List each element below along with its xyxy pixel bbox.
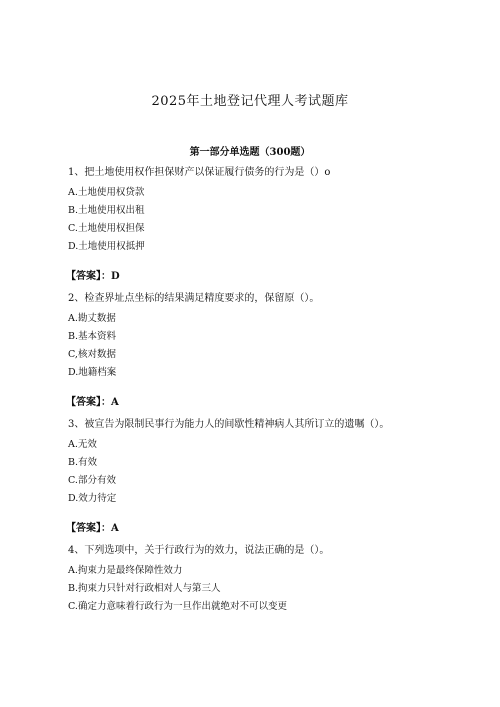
option-a: A.无效 (68, 439, 97, 450)
question-1 (68, 166, 468, 256)
option-c: C.部分有效 (68, 475, 116, 486)
option-b: B.基本资料 (68, 331, 117, 342)
option-c: C.确定力意味着行政行为一旦作出就绝对不可以变更 (68, 601, 287, 612)
question-stem: 1、把土地使用权作担保财产以保证履行债务的行为是（）o (68, 167, 331, 178)
question-stem: 4、下列选项中，关于行政行为的效力，说法正确的是（）。 (68, 545, 330, 556)
option-b: B.土地使用权出租 (68, 205, 145, 216)
section-title: 第一部分单选题（300题） (189, 147, 311, 158)
question-2 (68, 292, 468, 382)
question-stem: 2、检查界址点坐标的结果满足精度要求的，保留原（）。 (68, 293, 320, 304)
option-d: D.效力待定 (68, 493, 117, 504)
option-b: B.拘束力只针对行政相对人与第三人 (68, 583, 221, 594)
option-c: C.土地使用权担保 (68, 223, 145, 234)
question-3 (68, 418, 468, 508)
answer-2: 【答案】：A (66, 397, 119, 408)
answer-1: 【答案】：D (66, 271, 120, 282)
option-c: C,核对数据 (68, 349, 116, 360)
option-a: A.勘丈数据 (68, 313, 116, 324)
option-b: B.有效 (68, 457, 98, 468)
document-title: 2025年土地登记代理人考试题库 (151, 94, 349, 109)
question-4 (68, 544, 468, 616)
option-d: D.土地使用权抵押 (68, 241, 145, 252)
option-d: D.地籍档案 (68, 367, 117, 378)
option-a: A.拘束力是最终保障性效力 (68, 565, 183, 576)
answer-3: 【答案】：A (66, 523, 119, 534)
option-a: A.土地使用权贷款 (68, 187, 145, 198)
question-stem: 3、被宣告为限制民事行为能力人的间歇性精神病人其所订立的遗嘱（）。 (68, 419, 390, 430)
